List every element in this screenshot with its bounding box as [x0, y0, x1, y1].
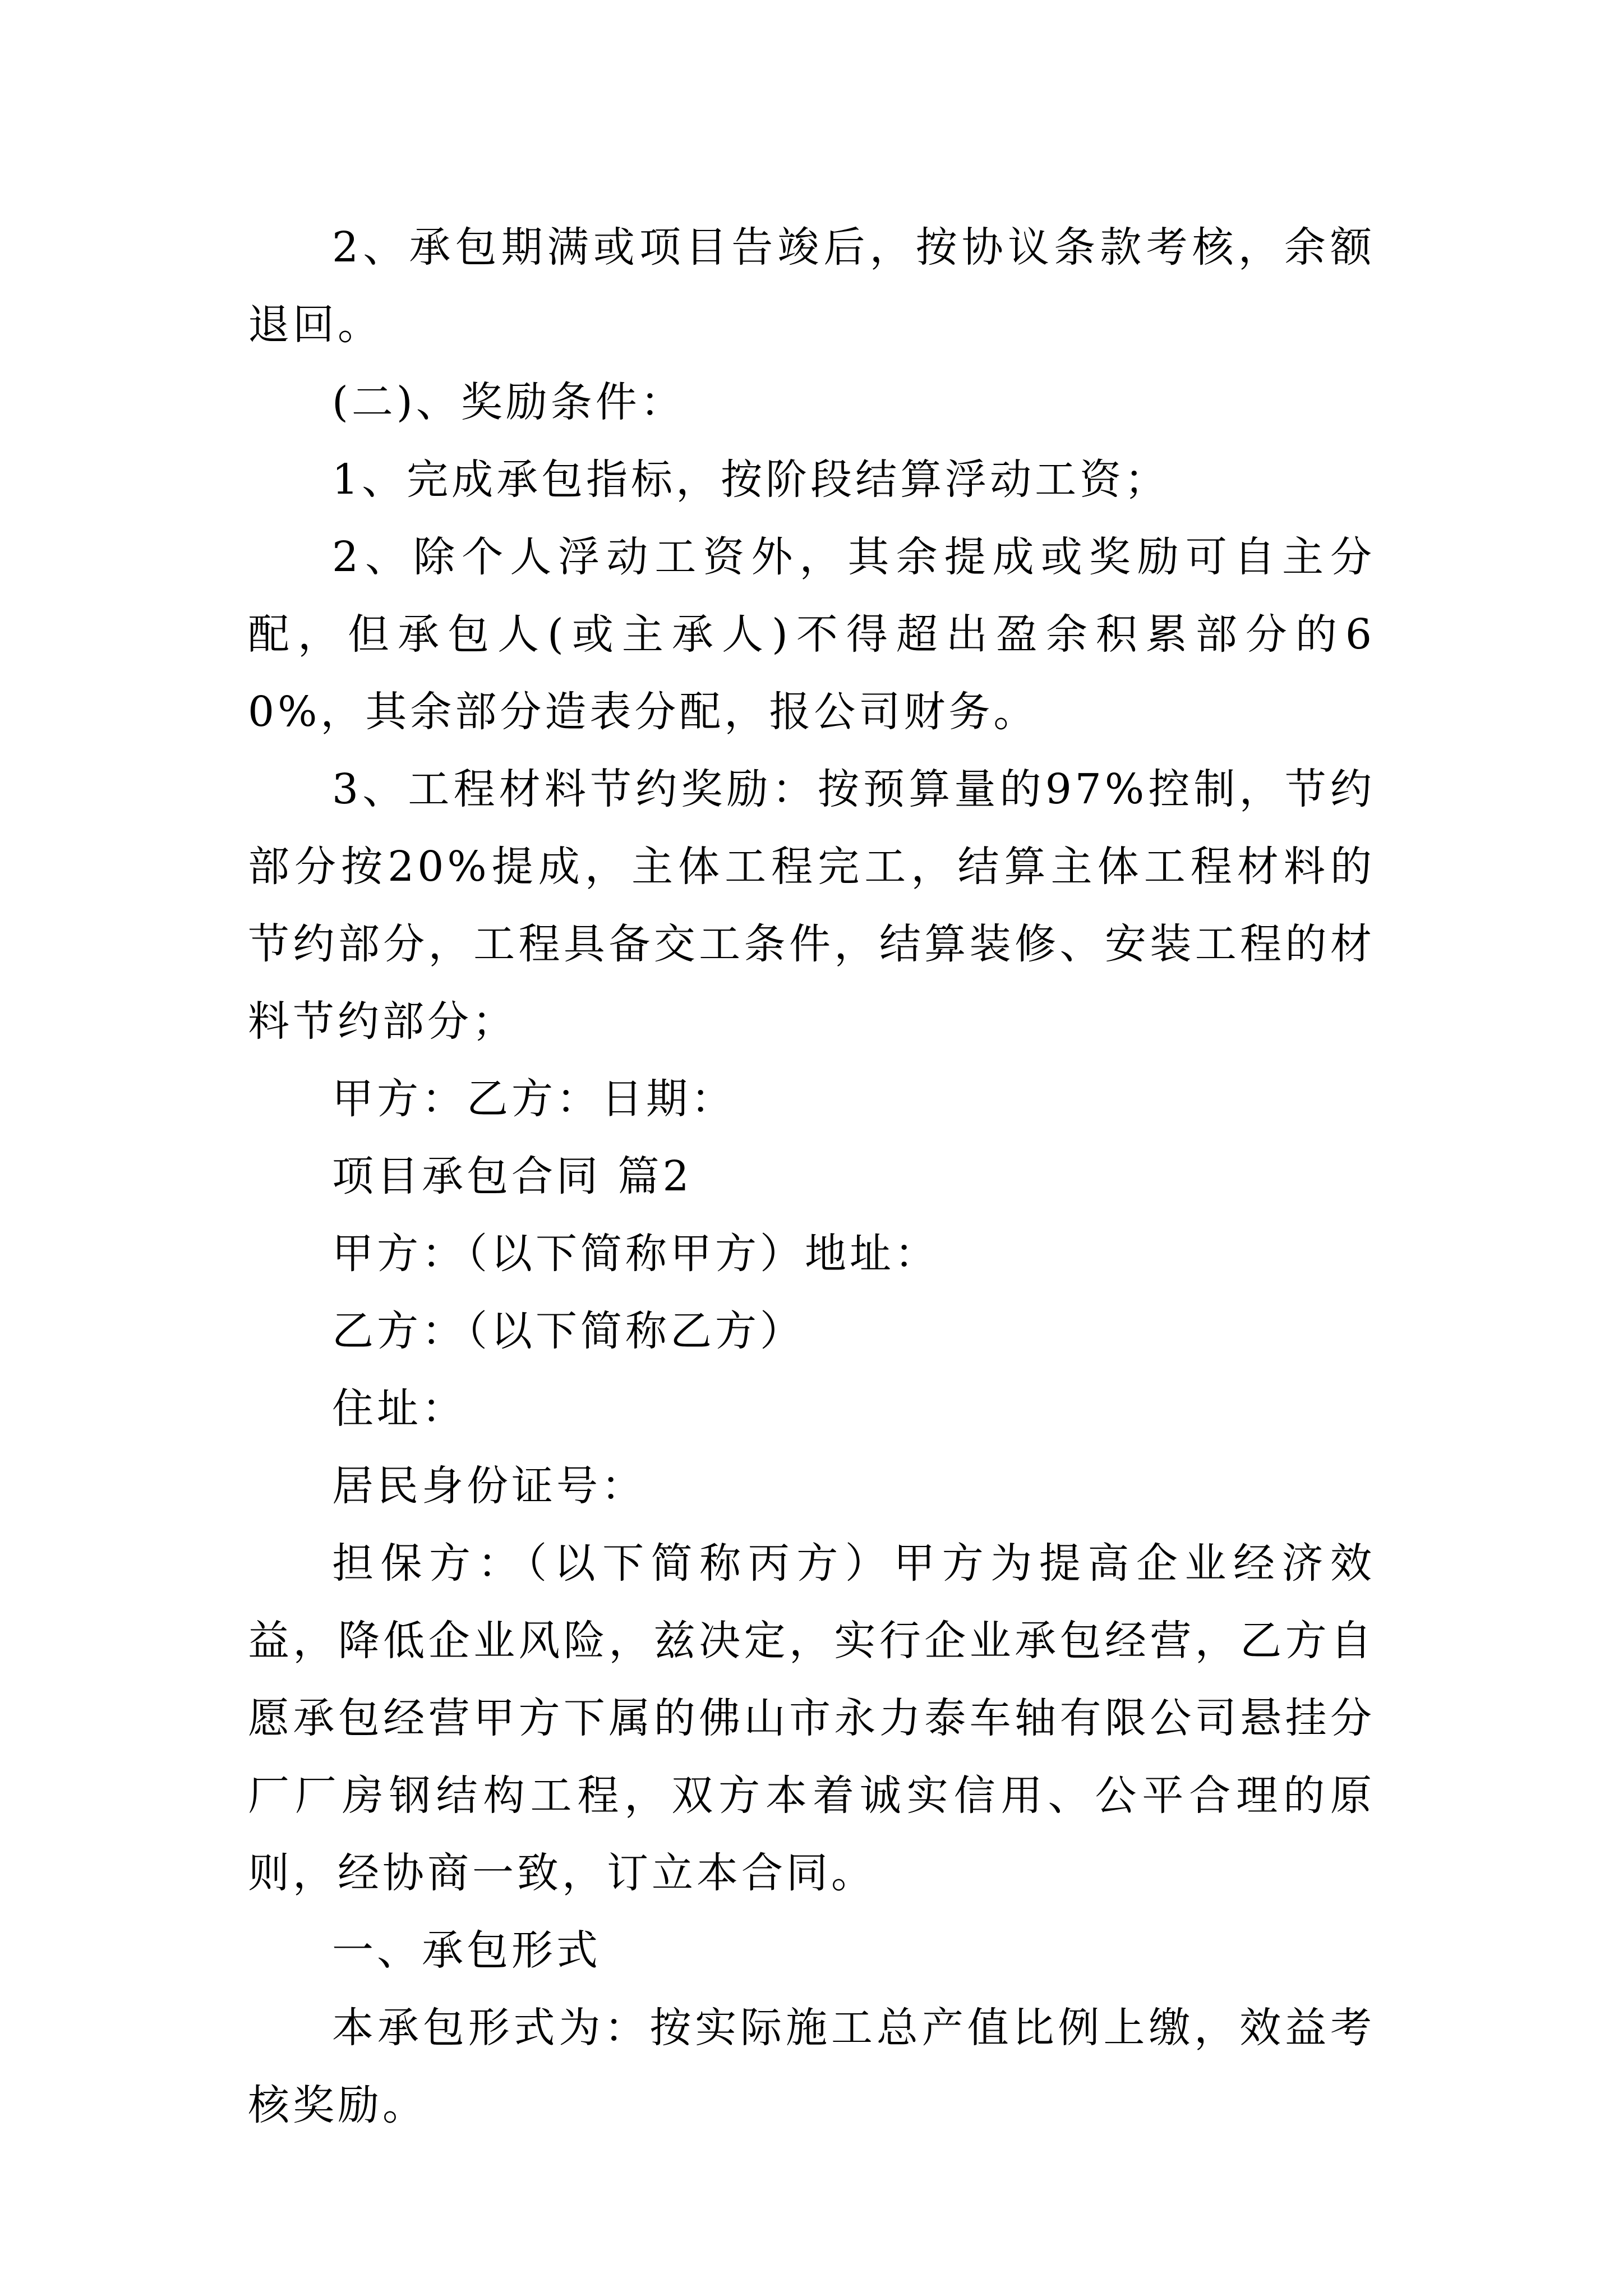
paragraph-refund-terms: 2、承包期满或项目告竣后，按协议条款考核，余额退回。 [248, 223, 1375, 349]
paragraph-contract-form: 本承包形式为：按实际施工总产值比例上缴，效益考核奖励。 [248, 2004, 1375, 2129]
paragraph-reward-3: 3、工程材料节约奖励：按预算量的97%控制，节约部分按20%提成，主体工程完工，结算主体工程材料的节约部分，工程具备交工条件，结算装修、安装工程的材料节约部分； [248, 765, 1375, 1046]
paragraph-reward-2: 2、除个人浮动工资外，其余提成或奖励可自主分配，但承包人(或主承人)不得超出盈余积累部分的60%，其余部分造表分配，报公司财务。 [248, 533, 1375, 736]
paragraph-section-heading: 一、承包形式 [332, 1926, 601, 1975]
paragraph-address: 住址： [332, 1384, 467, 1433]
paragraph-guarantor: 担保方：（以下简称丙方）甲方为提高企业经济效益，降低企业风险，兹决定，实行企业承包经营，乙方自愿承包经营甲方下属的佛山市永力泰车轴有限公司悬挂分厂厂房钢结构工程，双方本着诚实信用、公平合理的原则，经协商一致，订立本合同。 [248, 1539, 1375, 1897]
paragraph-id-number: 居民身份证号： [332, 1462, 646, 1510]
paragraph-contract-title: 项目承包合同 篇2 [332, 1152, 693, 1200]
paragraph-reward-1: 1、完成承包指标，按阶段结算浮动工资； [332, 455, 1170, 504]
paragraph-reward-conditions-heading: (二)、奖励条件： [332, 378, 685, 426]
paragraph-party-b: 乙方：（以下简称乙方） [332, 1307, 805, 1355]
paragraph-party-a: 甲方：（以下简称甲方）地址： [332, 1230, 939, 1278]
paragraph-signature-line: 甲方：乙方：日期： [332, 1075, 736, 1123]
document-body [248, 209, 1375, 2144]
